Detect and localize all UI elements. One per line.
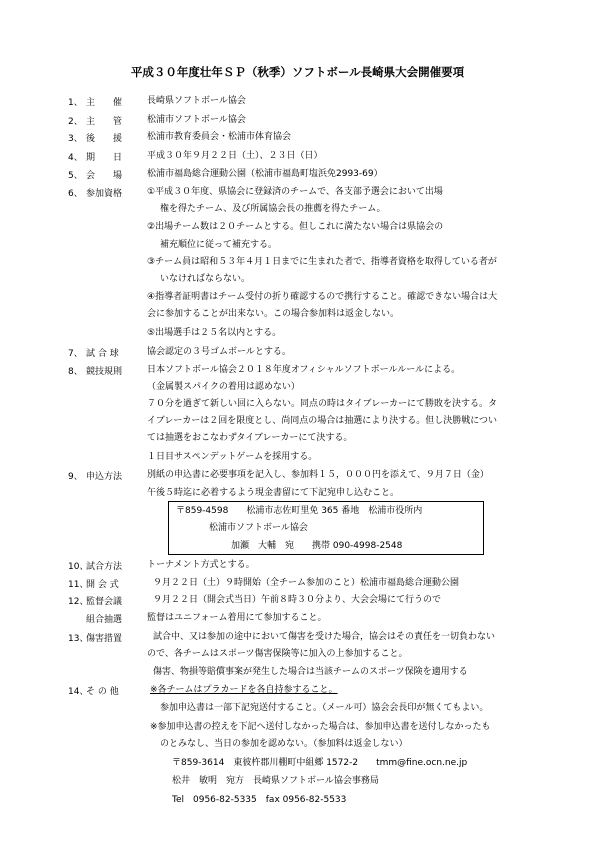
text-line: ので、各チームはスポーツ傷害保険等に加入の上参加すること。 (147, 649, 408, 659)
text-line: のとみなし、当日の参加を認めない。（参加料は返金しない） (160, 739, 408, 749)
text-line: 協会認定の３号ゴムボールとする。 (147, 347, 291, 357)
text-line: 松井 敏明 宛方 長崎県ソフトボール協会事務局 (172, 776, 379, 786)
section-label: 競技規則 (86, 367, 123, 377)
section-number: 13、 (68, 634, 89, 644)
section-number: 14、 (68, 687, 89, 697)
text-line: 加瀬 大輔 宛 携帯 090-4998-2548 (231, 541, 403, 551)
section-label: そ の 他 (86, 687, 119, 697)
text-line: 別紙の申込書に必要事項を記入し、参加料１５，０００円を添えて、９月７日（金） (147, 470, 489, 480)
text-line: 試合中、又は参加の途中において傷害を受けた場合，協会はその責任を一切負わない (153, 632, 496, 642)
text-line: イブレーカーは２回を限度とし、尚同点の場合は抽選により決する。但し決勝戦につい (147, 416, 498, 426)
section-number: 12、 (68, 597, 89, 607)
section-label: 開 会 式 (86, 580, 119, 590)
text-line: ７０分を過ぎて新しい回に入らない。同点の時はタイブレーカーにて勝敗を決する。タ (147, 399, 498, 409)
text-line: 松浦市ソフトボール協会 (147, 115, 246, 125)
section-number: 2、 (68, 117, 83, 127)
text-line: 午後５時迄に必着するよう現金書留にて下記宛申し込むこと。 (147, 488, 400, 498)
text-line: 〒859-4598 松浦市志佐町里免 365 番地 松浦市役所内 (176, 506, 423, 516)
text-line: ①平成３０年度、県協会に登録済のチームで、各支部予選会において出場 (147, 187, 443, 197)
text-line: トーナメント方式とする。 (147, 560, 255, 570)
text-line: ※各チームはプラカードを各自持参すること。 (150, 685, 338, 695)
section-label: 参加資格 (86, 189, 123, 199)
section-number: 1、 (68, 98, 83, 108)
text-line: Tel 0956-82-5335 fax 0956-82-5533 (172, 795, 347, 805)
text-line: １日目サスペンデットゲームを採用する。 (147, 452, 318, 462)
section-label: 試合方法 (86, 562, 123, 572)
section-label: 会 場 (86, 171, 123, 181)
text-line: いなければならない。 (160, 274, 251, 284)
text-line: 参加申込書は一部下記宛送付すること。（メール可）協会会長印が無くてもよい。 (160, 703, 489, 713)
text-line: 松浦市教育委員会・松浦市体育協会 (147, 132, 292, 142)
section-label: 期 日 (86, 153, 123, 163)
text-line: ⑤出場選手は２５名以内とする。 (147, 328, 282, 338)
section-label: 試 合 球 (86, 349, 119, 359)
text-line: ②出場チーム数は２０チームとする。但しこれに満たない場合は県協会の (147, 222, 444, 232)
section-label: 主 催 (86, 98, 123, 108)
text-line: 日本ソフトボール協会２０１８年度オフィシャルソフトボールルールによる。 (147, 365, 461, 375)
section-number: 5、 (68, 171, 83, 181)
section-number: 8、 (68, 367, 83, 377)
text-line: ※参加申込書の控えを下記へ送付しなかった場合は、参加申込書を送付しなかったも (150, 722, 491, 732)
section-label: 主 管 (86, 117, 123, 127)
section-number: 10、 (68, 562, 89, 572)
section-number: 6、 (68, 189, 83, 199)
section-label: 後 援 (86, 134, 123, 144)
text-line: 長崎県ソフトボール協会 (147, 96, 246, 106)
text-line: 平成３０年９月２２日（土）、２３日（日） (147, 151, 323, 161)
text-line: 権を得たチーム、及び所属協会長の推薦を得たチーム。 (160, 204, 386, 214)
section-number: 7、 (68, 349, 83, 359)
text-line: ては抽選をおこなわずタイブレーカーにて決する。 (147, 433, 353, 443)
section-label: 傷害措置 (86, 634, 123, 644)
text-line: 傷害、物損等賠償事案が発生した場合は当該チームのスポーツ保険を適用する (153, 667, 468, 677)
text-line: 補充順位に従って補充する。 (160, 240, 278, 250)
text-line: ９月２２日（開会式当日）午前８時３０分より、大会会場にて行うので (153, 595, 442, 605)
text-line: ③チーム員は昭和５３年４月１日までに生まれた者で、指導者資格を取得している者が (147, 257, 497, 267)
section-label: 申込方法 (86, 472, 123, 482)
section-label: 監督会議 (86, 597, 123, 607)
text-line: 会に参加することが出来ない。この場合参加料は返金しない。 (147, 309, 400, 319)
section-number: 11、 (68, 580, 89, 590)
text-line: 監督はユニフォーム着用にて参加すること。 (147, 613, 327, 623)
section-number: 9、 (68, 472, 83, 482)
section-number: 3、 (68, 134, 83, 144)
text-line: 松浦市ソフトボール協会 (209, 523, 308, 533)
text-line: 〒859-3614 東彼杵郡川棚町中組郷 1572-2 tmm@fine.ocn.ne.jp (172, 758, 468, 768)
text-line: 松浦市福島総合運動公園（松浦市福島町塩浜免2993-69） (147, 169, 383, 179)
section-number: 4、 (68, 153, 83, 163)
text-line: ９月２２日（土）９時開始（全チーム参加のこと）松浦市福島総合運動公園 (153, 578, 460, 588)
page-title: 平成３０年度壮年ＳＰ（秋季）ソフトボール長崎県大会開催要項 (130, 65, 465, 79)
text-line: （金属製スパイクの着用は認めない） (147, 382, 300, 392)
text-line: ④指導者証明書はチーム受付の折り確認するので携行すること。確認できない場合は大 (147, 292, 498, 302)
section-label: 組合抽選 (86, 615, 123, 625)
